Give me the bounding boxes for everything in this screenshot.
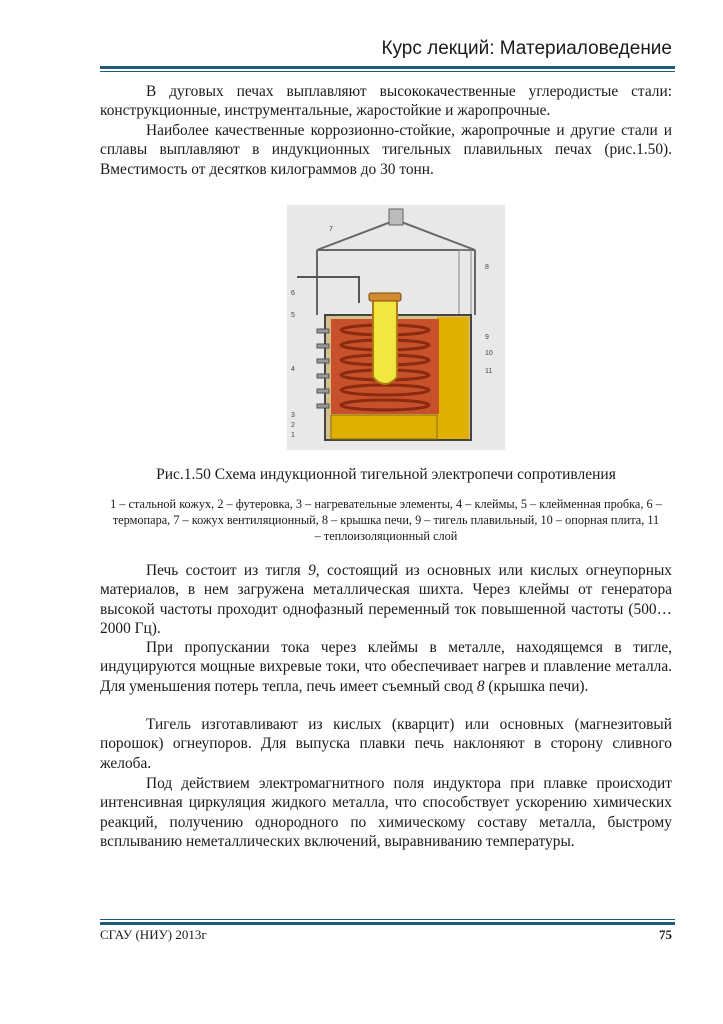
furnace-lid [369,293,401,301]
insulation-layer [437,317,469,439]
header-rule [100,66,675,69]
fig-label-6: 6 [291,290,295,297]
fig-label-2: 2 [291,422,295,429]
paragraph-4-end: (крышка печи). [484,677,589,695]
footer-rule [100,922,675,925]
paragraph-3 [100,561,672,639]
fig-label-10: 10 [485,350,493,357]
paragraph-2: Наиболее качественные коррозионно-стойкие, жаропрочные и другие стали и сплавы выплавляют в индукционных тигельных плавильных печах (рис.1.50). Вместимость от десятков килограммов до 30 тонн. [100,122,672,178]
paragraph-6: Под действием электромагнитного поля индуктора при плавке происходит интенсивная циркуляция жидкого металла, что способствует ускорению химических реакций, получению однородного по химическому составу металла, быстрому всплыванию неметаллических включений, выравниванию температуры. [100,775,672,851]
fig-label-5: 5 [291,312,295,319]
paragraph-4 [100,638,672,696]
exhaust-pipe [389,209,403,225]
page-header-title: Курс лекций: Материаловедение [381,38,672,59]
figure-legend: 1 – стальной кожух, 2 – футеровка, 3 – нагревательные элементы, 4 – клеймы, 5 – клейменная пробка, 6 – термопара, 7 – кожух вентиляционный, 8 – крышка печи, 9 – тигель плавильный, 10 – опорная плита, 11 – теплоизоляционный слой [110,497,662,543]
lid-number: 8 [476,677,485,695]
crucible-melt [373,300,397,384]
fig-label-11: 11 [485,368,493,375]
fig-label-1: 1 [291,432,295,439]
crucible-number: 9, [308,562,320,579]
fig-label-9: 9 [485,334,489,341]
fig-label-7: 7 [329,226,333,233]
fig-label-8: 8 [485,264,489,271]
header-rule-thin [100,71,675,72]
page-number: 75 [659,927,672,942]
furnace-diagram [287,205,505,450]
support-plate [331,415,437,439]
paragraph-5: Тигель изготавливают из кислых (кварцит) или основных (магнезитовый порошок) огнеупоров. Для выпуска плавки печь наклоняют в сторону сливного желоба. [100,716,672,772]
figure-caption: Рис.1.50 Схема индукционной тигельной электропечи сопротивления [156,466,616,483]
footer-institution: СГАУ (НИУ) 2013г [100,927,207,942]
fig-label-4: 4 [291,366,295,373]
fig-label-3: 3 [291,412,295,419]
paragraph-4-start: При пропускании тока через клеймы в металле, находящемся в тигле, индуцируются мощные вихревые токи, что обеспечивает нагрев и плавление металла. Для уменьшения потерь тепла, печь имеет съемный свод [100,639,672,695]
footer-rule-thin [100,919,675,920]
paragraph-1: В дуговых печах выплавляют высококачественные углеродистые стали: конструкционные, инструментальные, жаростойкие и жаропрочные. [100,83,672,120]
paragraph-3-start: Печь состоит из тигля [146,562,309,579]
paragraph-3-end: состоящий из основных или кислых огнеупорных материалов, в нем загружена металлическая шихта. Через клеймы от генератора высокой частоты проходит однофазный переменный ток повышенной частоты (500…2000 Гц). [100,562,672,638]
